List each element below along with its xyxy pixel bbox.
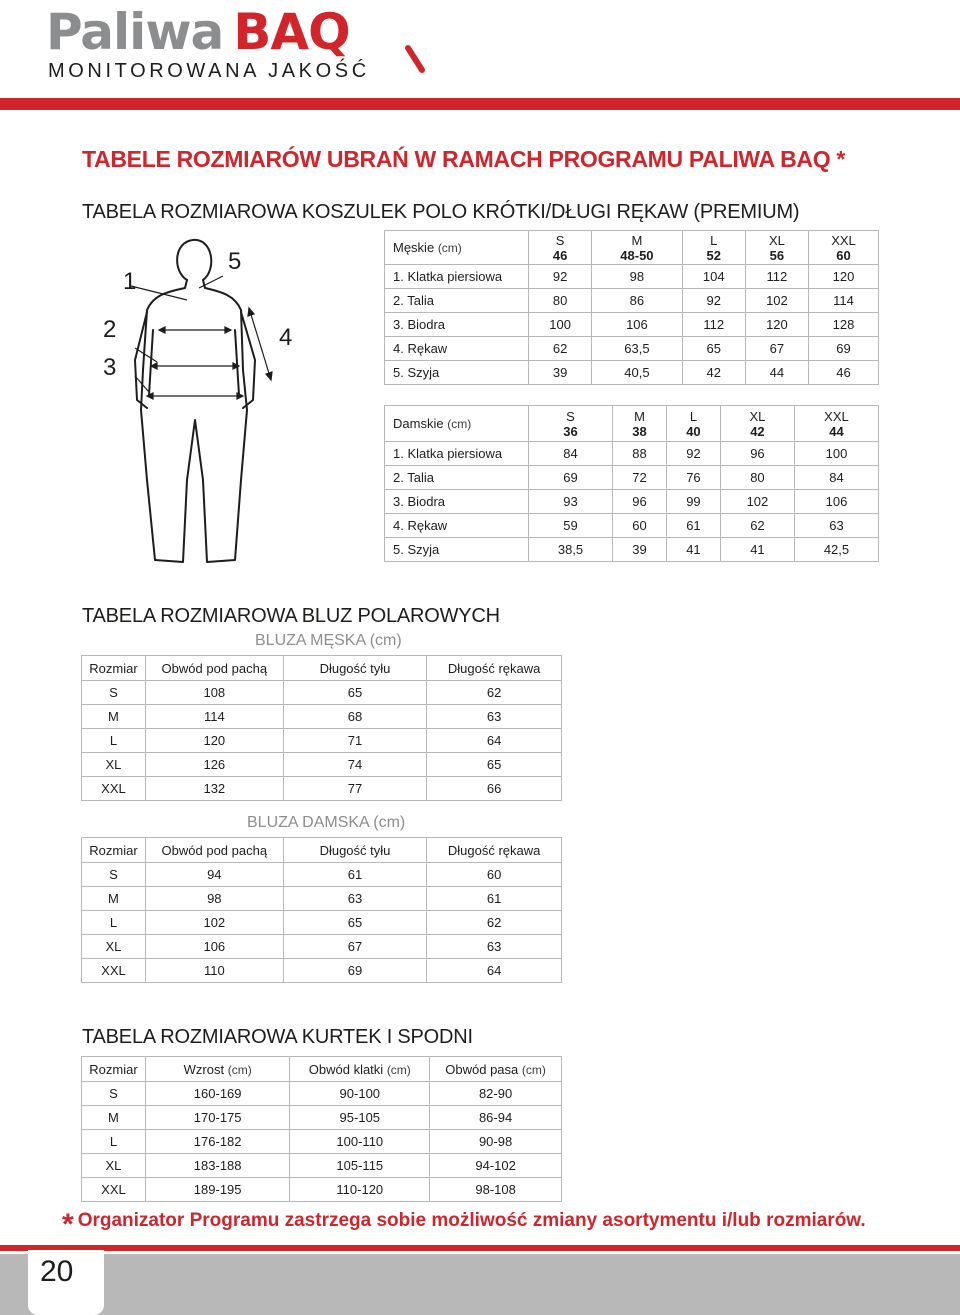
table-cell: 105-115 [290, 1154, 430, 1178]
row-label: 4. Rękaw [385, 337, 529, 361]
mens-header-label: Męskie (cm) [385, 231, 529, 265]
table-header-row [82, 1057, 562, 1082]
table-cell: 82-90 [430, 1082, 562, 1106]
polo-mens-table [384, 230, 879, 385]
table-header-row [82, 656, 562, 681]
table-cell: 102 [720, 490, 794, 514]
table-row [82, 1178, 562, 1202]
table-cell: 98-108 [430, 1178, 562, 1202]
header-bar [0, 98, 960, 110]
table-header-row [82, 838, 562, 863]
table-cell: 61 [283, 863, 427, 887]
column-header: Długość tyłu [283, 656, 427, 681]
table-cell: 106 [592, 313, 682, 337]
table-row [82, 911, 562, 935]
table-cell: 84 [529, 442, 613, 466]
figure-label-5: 5 [228, 248, 242, 275]
table-row [385, 361, 879, 385]
table-cell: 63 [283, 887, 427, 911]
table-cell: 67 [283, 935, 427, 959]
size-header: S 36 [529, 406, 613, 442]
row-label: 1. Klatka piersiowa [385, 265, 529, 289]
fleece-mens-table [81, 655, 562, 801]
table-row [385, 538, 879, 562]
column-header: Rozmiar [82, 1057, 146, 1082]
column-header: Obwód klatki (cm) [290, 1057, 430, 1082]
column-header: Obwód pod pachą [145, 656, 283, 681]
table-cell: 86-94 [430, 1106, 562, 1130]
table-cell: 69 [809, 337, 879, 361]
size-cell: S [82, 863, 146, 887]
table-row [82, 863, 562, 887]
table-cell: 74 [283, 753, 427, 777]
table-cell: 76 [666, 466, 720, 490]
size-header: L 52 [682, 231, 745, 265]
footnote-star: * [62, 1208, 74, 1241]
table-cell: 96 [613, 490, 667, 514]
size-cell: M [82, 705, 146, 729]
table-cell: 61 [666, 514, 720, 538]
table-cell: 108 [145, 681, 283, 705]
row-label: 5. Szyja [385, 361, 529, 385]
footer-band [0, 1254, 960, 1315]
table-row [82, 1082, 562, 1106]
table-cell: 72 [613, 466, 667, 490]
table-row [82, 1106, 562, 1130]
table-cell: 100 [529, 313, 592, 337]
table-cell: 112 [682, 313, 745, 337]
size-cell: XL [82, 935, 146, 959]
column-header: Rozmiar [82, 656, 146, 681]
table-cell: 63 [427, 705, 562, 729]
size-cell: M [82, 1106, 146, 1130]
table-row [82, 681, 562, 705]
table-cell: 71 [283, 729, 427, 753]
size-cell: L [82, 1130, 146, 1154]
size-cell: S [82, 1082, 146, 1106]
table-cell: 80 [529, 289, 592, 313]
table-row [82, 887, 562, 911]
table-cell: 90-100 [290, 1082, 430, 1106]
table-cell: 65 [427, 753, 562, 777]
column-header: Długość rękawa [427, 656, 562, 681]
table-cell: 120 [745, 313, 808, 337]
table-row [82, 753, 562, 777]
fleece-mens-caption: BLUZA MĘSKA (cm) [255, 632, 402, 649]
table-cell: 110-120 [290, 1178, 430, 1202]
size-header: XXL 44 [794, 406, 878, 442]
table-cell: 92 [529, 265, 592, 289]
table-cell: 110 [145, 959, 283, 983]
jackets-table [81, 1056, 562, 1202]
table-cell: 84 [794, 466, 878, 490]
table-cell: 61 [427, 887, 562, 911]
brand-logo [46, 2, 426, 82]
column-header: Długość rękawa [427, 838, 562, 863]
table-cell: 46 [809, 361, 879, 385]
table-cell: 44 [745, 361, 808, 385]
jackets-section-title: TABELA ROZMIAROWA KURTEK I SPODNI [82, 1026, 473, 1048]
figure-label-1: 1 [123, 268, 137, 295]
polo-section-title: TABELA ROZMIAROWA KOSZULEK POLO KRÓTKI/DŁUGI RĘKAW (PREMIUM) [82, 201, 800, 223]
column-header: Obwód pod pachą [145, 838, 283, 863]
womens-header-label: Damskie (cm) [385, 406, 529, 442]
table-row [385, 466, 879, 490]
table-cell: 98 [592, 265, 682, 289]
footnote-text: Organizator Programu zastrzega sobie możliwość zmiany asortymentu i/lub rozmiarów. [77, 1210, 866, 1231]
table-cell: 86 [592, 289, 682, 313]
table-row [385, 289, 879, 313]
body-measurement-figure [95, 230, 315, 570]
table-cell: 128 [809, 313, 879, 337]
table-cell: 102 [145, 911, 283, 935]
table-cell: 41 [720, 538, 794, 562]
table-cell: 160-169 [145, 1082, 289, 1106]
table-cell: 132 [145, 777, 283, 801]
table-cell: 176-182 [145, 1130, 289, 1154]
table-cell: 80 [720, 466, 794, 490]
brand-name-part1: Paliwa [46, 3, 224, 61]
table-cell: 102 [745, 289, 808, 313]
table-cell: 60 [613, 514, 667, 538]
table-cell: 120 [809, 265, 879, 289]
table-cell: 120 [145, 729, 283, 753]
size-cell: L [82, 911, 146, 935]
size-header: XL 42 [720, 406, 794, 442]
table-cell: 94 [145, 863, 283, 887]
table-cell: 42 [682, 361, 745, 385]
brand-name-part2: BAQ [233, 3, 350, 61]
table-cell: 64 [427, 729, 562, 753]
table-cell: 62 [427, 911, 562, 935]
table-cell: 63 [427, 935, 562, 959]
table-cell: 183-188 [145, 1154, 289, 1178]
size-cell: S [82, 681, 146, 705]
brand-name [46, 2, 350, 62]
table-cell: 63,5 [592, 337, 682, 361]
table-row [385, 313, 879, 337]
size-header: S 46 [529, 231, 592, 265]
row-label: 1. Klatka piersiowa [385, 442, 529, 466]
size-header: M 38 [613, 406, 667, 442]
size-header: M 48-50 [592, 231, 682, 265]
table-cell: 94-102 [430, 1154, 562, 1178]
column-header: Długość tyłu [283, 838, 427, 863]
size-cell: L [82, 729, 146, 753]
table-cell: 62 [720, 514, 794, 538]
row-label: 3. Biodra [385, 490, 529, 514]
size-cell: XL [82, 1154, 146, 1178]
table-cell: 189-195 [145, 1178, 289, 1202]
row-label: 2. Talia [385, 466, 529, 490]
table-row [385, 514, 879, 538]
table-cell: 64 [427, 959, 562, 983]
table-row [385, 265, 879, 289]
table-cell: 114 [809, 289, 879, 313]
table-cell: 98 [145, 887, 283, 911]
table-row [82, 1154, 562, 1178]
table-cell: 100 [794, 442, 878, 466]
table-cell: 66 [427, 777, 562, 801]
table-cell: 65 [682, 337, 745, 361]
figure-label-3: 3 [103, 354, 117, 381]
fleece-womens-caption: BLUZA DAMSKA (cm) [247, 814, 406, 831]
table-cell: 40,5 [592, 361, 682, 385]
size-header: XXL 60 [809, 231, 879, 265]
table-cell: 96 [720, 442, 794, 466]
size-cell: XXL [82, 959, 146, 983]
table-row [385, 442, 879, 466]
table-cell: 90-98 [430, 1130, 562, 1154]
table-cell: 99 [666, 490, 720, 514]
table-cell: 62 [427, 681, 562, 705]
page-title: TABELE ROZMIARÓW UBRAŃ W RAMACH PROGRAMU PALIWA BAQ * [82, 146, 846, 172]
table-row [82, 729, 562, 753]
column-header: Wzrost (cm) [145, 1057, 289, 1082]
table-cell: 67 [745, 337, 808, 361]
magnifier-icon [400, 8, 434, 74]
size-header: L 40 [666, 406, 720, 442]
table-cell: 39 [529, 361, 592, 385]
column-header: Rozmiar [82, 838, 146, 863]
table-row [82, 705, 562, 729]
table-cell: 69 [283, 959, 427, 983]
table-cell: 170-175 [145, 1106, 289, 1130]
table-cell: 92 [666, 442, 720, 466]
brand-tagline: MONITOROWANA JAKOŚĆ [48, 60, 370, 82]
table-cell: 68 [283, 705, 427, 729]
size-cell: M [82, 887, 146, 911]
table-cell: 100-110 [290, 1130, 430, 1154]
table-cell: 104 [682, 265, 745, 289]
table-row [82, 959, 562, 983]
table-cell: 39 [613, 538, 667, 562]
table-cell: 41 [666, 538, 720, 562]
figure-label-2: 2 [103, 316, 117, 343]
size-cell: XXL [82, 1178, 146, 1202]
table-row [82, 935, 562, 959]
fleece-section-title: TABELA ROZMIAROWA BLUZ POLAROWYCH [82, 605, 500, 627]
table-cell: 62 [529, 337, 592, 361]
table-cell: 42,5 [794, 538, 878, 562]
table-cell: 126 [145, 753, 283, 777]
column-header: Obwód pasa (cm) [430, 1057, 562, 1082]
figure-label-4: 4 [279, 324, 293, 351]
table-cell: 60 [427, 863, 562, 887]
table-row [82, 777, 562, 801]
row-label: 2. Talia [385, 289, 529, 313]
row-label: 5. Szyja [385, 538, 529, 562]
footnote [62, 1208, 866, 1242]
table-cell: 38,5 [529, 538, 613, 562]
table-cell: 88 [613, 442, 667, 466]
fleece-womens-table [81, 837, 562, 983]
table-cell: 63 [794, 514, 878, 538]
table-cell: 93 [529, 490, 613, 514]
row-label: 4. Rękaw [385, 514, 529, 538]
table-cell: 106 [794, 490, 878, 514]
table-cell: 112 [745, 265, 808, 289]
table-cell: 77 [283, 777, 427, 801]
polo-womens-table [384, 405, 879, 562]
table-cell: 69 [529, 466, 613, 490]
size-header: XL 56 [745, 231, 808, 265]
table-row [385, 337, 879, 361]
size-cell: XL [82, 753, 146, 777]
table-cell: 65 [283, 681, 427, 705]
footer-bar [0, 1245, 960, 1251]
table-cell: 106 [145, 935, 283, 959]
table-header-row [385, 406, 879, 442]
table-cell: 114 [145, 705, 283, 729]
table-row [385, 490, 879, 514]
table-row [82, 1130, 562, 1154]
size-cell: XXL [82, 777, 146, 801]
row-label: 3. Biodra [385, 313, 529, 337]
table-cell: 95-105 [290, 1106, 430, 1130]
table-cell: 65 [283, 911, 427, 935]
table-cell: 92 [682, 289, 745, 313]
table-header-row [385, 231, 879, 265]
table-cell: 59 [529, 514, 613, 538]
page-number: 20 [40, 1255, 74, 1288]
